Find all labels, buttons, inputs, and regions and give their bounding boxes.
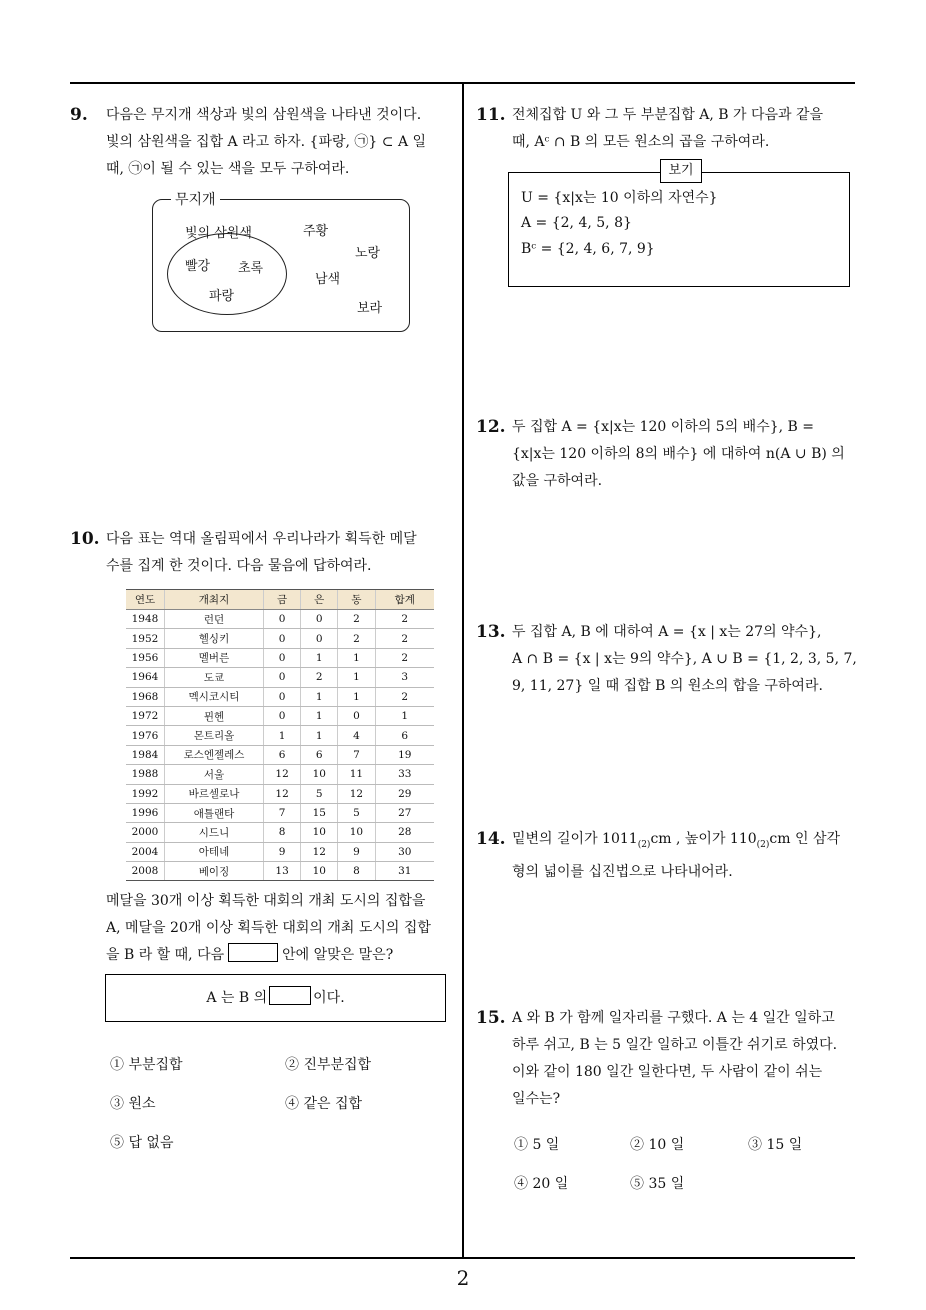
question-text-line bbox=[512, 826, 861, 859]
table-cell: 1972 bbox=[126, 706, 165, 725]
table-cell: 29 bbox=[375, 784, 434, 803]
question-text-line: 때, ㉠이 될 수 있는 색을 모두 구하여라. bbox=[106, 161, 350, 177]
table-cell: 1968 bbox=[126, 687, 165, 706]
table-row bbox=[126, 862, 434, 881]
table-cell: 0 bbox=[264, 668, 301, 687]
question-text-line: 때, Aᶜ ∩ B 의 모든 원소의 곱을 구하여라. bbox=[512, 134, 770, 150]
column-header: 합계 bbox=[375, 590, 434, 610]
table-cell: 31 bbox=[375, 862, 434, 881]
table-cell: 1 bbox=[264, 726, 301, 745]
choice-1[interactable]: ① 5 일 bbox=[514, 1137, 560, 1153]
page-number: 2 bbox=[456, 1266, 470, 1290]
table-cell: 베이징 bbox=[165, 862, 264, 881]
table-header-row bbox=[126, 590, 434, 610]
table-row bbox=[126, 745, 434, 764]
table-cell: 2 bbox=[375, 648, 434, 667]
table-cell: 12 bbox=[264, 784, 301, 803]
table-cell: 12 bbox=[338, 784, 375, 803]
table-cell: 10 bbox=[301, 862, 338, 881]
column-header: 개최지 bbox=[165, 590, 264, 610]
question-text-line: 다음은 무지개 색상과 빛의 삼원색을 나타낸 것이다. bbox=[106, 107, 422, 123]
table-row bbox=[126, 842, 434, 861]
table-row bbox=[126, 803, 434, 822]
table-cell: 10 bbox=[338, 823, 375, 842]
venn-element: 파랑 bbox=[209, 289, 235, 304]
question-text-line: 빛의 삼원색을 집합 A 라고 하자. {파랑, ㉠} ⊂ A 일 bbox=[106, 134, 427, 150]
bogi-label: 보기 bbox=[660, 159, 702, 183]
statement-left: A 는 B 의 bbox=[206, 990, 268, 1006]
table-cell: 도쿄 bbox=[165, 668, 264, 687]
table-cell: 0 bbox=[301, 610, 338, 629]
table-cell: 7 bbox=[264, 803, 301, 822]
question-text-line: 하루 쉬고, B 는 5 일간 일하고 이틀간 쉬기로 하였다. bbox=[512, 1037, 838, 1053]
table-cell: 2008 bbox=[126, 862, 165, 881]
answer-blank bbox=[269, 986, 311, 1005]
rainbow-venn-diagram bbox=[152, 192, 410, 332]
question-15 bbox=[476, 1005, 861, 1113]
table-row bbox=[126, 784, 434, 803]
text-fragment: 을 B 라 할 때, 다음 bbox=[106, 947, 225, 963]
table-cell: 1 bbox=[338, 648, 375, 667]
bogi-line: Bᶜ = {2, 4, 6, 7, 9} bbox=[521, 241, 655, 257]
choice-5[interactable]: ⑤ 35 일 bbox=[630, 1176, 685, 1192]
question-13 bbox=[476, 619, 861, 700]
table-cell: 10 bbox=[301, 765, 338, 784]
question-text-line: 이와 같이 180 일간 일한다면, 두 사람이 같이 쉬는 bbox=[512, 1064, 823, 1080]
table-row bbox=[126, 668, 434, 687]
table-cell: 0 bbox=[264, 687, 301, 706]
choice-3[interactable]: ③ 원소 bbox=[110, 1096, 156, 1112]
table-cell: 런던 bbox=[165, 610, 264, 629]
table-cell: 15 bbox=[301, 803, 338, 822]
table-cell: 0 bbox=[301, 629, 338, 648]
table-cell: 1 bbox=[301, 706, 338, 725]
venn-element: 노랑 bbox=[355, 246, 381, 261]
question-10 bbox=[70, 526, 460, 580]
table-cell: 8 bbox=[338, 862, 375, 881]
bogi-line: U = {x|x는 10 이하의 자연수} bbox=[521, 190, 718, 206]
table-cell: 12 bbox=[301, 842, 338, 861]
table-cell: 멕시코시티 bbox=[165, 687, 264, 706]
table-cell: 2 bbox=[338, 629, 375, 648]
table-row bbox=[126, 823, 434, 842]
table-cell: 1 bbox=[301, 648, 338, 667]
statement-right: 이다. bbox=[313, 990, 345, 1006]
table-cell: 0 bbox=[264, 706, 301, 725]
venn-title: 무지개 bbox=[171, 189, 220, 209]
table-cell: 1952 bbox=[126, 629, 165, 648]
table-cell: 바르셀로나 bbox=[165, 784, 264, 803]
question-14 bbox=[476, 826, 861, 886]
table-cell: 6 bbox=[301, 745, 338, 764]
question-text-line: 값을 구하여라. bbox=[512, 473, 603, 489]
text-fragment: 밑변의 길이가 1011 bbox=[512, 831, 638, 847]
table-cell: 9 bbox=[264, 842, 301, 861]
choice-4[interactable]: ④ 같은 집합 bbox=[285, 1096, 362, 1112]
table-cell: 4 bbox=[338, 726, 375, 745]
column-header: 연도 bbox=[126, 590, 165, 610]
question-number: 15. bbox=[476, 1008, 506, 1028]
choice-2[interactable]: ② 진부분집합 bbox=[285, 1057, 372, 1073]
choice-3[interactable]: ③ 15 일 bbox=[748, 1137, 803, 1153]
question-text-line: 전체집합 U 와 그 두 부분집합 A, B 가 다음과 같을 bbox=[512, 107, 824, 123]
question-number: 12. bbox=[476, 417, 506, 437]
choice-4[interactable]: ④ 20 일 bbox=[514, 1176, 569, 1192]
question-number: 13. bbox=[476, 622, 506, 642]
table-cell: 시드니 bbox=[165, 823, 264, 842]
table-cell: 6 bbox=[264, 745, 301, 764]
table-cell: 1996 bbox=[126, 803, 165, 822]
venn-element: 보라 bbox=[357, 301, 383, 316]
table-cell: 2 bbox=[338, 610, 375, 629]
table-cell: 1 bbox=[338, 687, 375, 706]
table-row bbox=[126, 610, 434, 629]
table-cell: 1 bbox=[301, 726, 338, 745]
column-divider bbox=[462, 82, 464, 1259]
table-cell: 1 bbox=[338, 668, 375, 687]
question-number: 11. bbox=[476, 105, 506, 125]
question-text-line: 형의 넓이를 십진법으로 나타내어라. bbox=[512, 863, 733, 880]
table-cell: 1 bbox=[301, 687, 338, 706]
column-header: 동 bbox=[338, 590, 375, 610]
question-9 bbox=[70, 102, 460, 183]
question-text-line bbox=[106, 942, 460, 969]
table-cell: 2 bbox=[375, 687, 434, 706]
statement-box bbox=[105, 974, 446, 1022]
question-10-followup bbox=[70, 888, 460, 969]
table-cell: 2 bbox=[301, 668, 338, 687]
table-cell: 12 bbox=[264, 765, 301, 784]
table-cell: 헬싱키 bbox=[165, 629, 264, 648]
question-text-line: 두 집합 A = {x|x는 120 이하의 5의 배수}, B = bbox=[512, 419, 815, 435]
text-fragment: cm , 높이가 110 bbox=[650, 831, 757, 847]
table-cell: 1984 bbox=[126, 745, 165, 764]
question-text-line: {x|x는 120 이하의 8의 배수} 에 대하여 n(A ∪ B) 의 bbox=[512, 446, 845, 462]
venn-element: 빨강 bbox=[185, 259, 211, 274]
question-text-line: 메달을 30개 이상 획득한 대회의 개최 도시의 집합을 bbox=[106, 893, 426, 909]
table-cell: 5 bbox=[338, 803, 375, 822]
table-cell: 0 bbox=[264, 610, 301, 629]
table-cell: 1948 bbox=[126, 610, 165, 629]
column-header: 금 bbox=[264, 590, 301, 610]
table-cell: 1992 bbox=[126, 784, 165, 803]
table-row bbox=[126, 648, 434, 667]
table-cell: 멜버른 bbox=[165, 648, 264, 667]
table-row bbox=[126, 706, 434, 725]
column-header: 은 bbox=[301, 590, 338, 610]
table-cell: 0 bbox=[338, 706, 375, 725]
table-cell: 1956 bbox=[126, 648, 165, 667]
table-cell: 6 bbox=[375, 726, 434, 745]
bogi-box bbox=[508, 172, 850, 287]
table-cell: 28 bbox=[375, 823, 434, 842]
table-cell: 1 bbox=[375, 706, 434, 725]
table-row bbox=[126, 726, 434, 745]
venn-element: 남색 bbox=[315, 272, 341, 287]
medal-table bbox=[126, 589, 434, 881]
table-row bbox=[126, 765, 434, 784]
table-cell: 뮌헨 bbox=[165, 706, 264, 725]
question-text-line: A, 메달을 20개 이상 획득한 대회의 개최 도시의 집합 bbox=[106, 920, 431, 936]
table-cell: 10 bbox=[301, 823, 338, 842]
table-cell: 1964 bbox=[126, 668, 165, 687]
table-cell: 9 bbox=[338, 842, 375, 861]
table-cell: 30 bbox=[375, 842, 434, 861]
question-11 bbox=[476, 102, 861, 156]
table-cell: 7 bbox=[338, 745, 375, 764]
text-fragment: 안에 알맞은 말은? bbox=[282, 947, 394, 963]
table-cell: 2004 bbox=[126, 842, 165, 861]
table-cell: 1976 bbox=[126, 726, 165, 745]
circle-label: 빛의 삼원색 bbox=[185, 226, 252, 241]
table-cell: 몬트리올 bbox=[165, 726, 264, 745]
question-text-line: 다음 표는 역대 올림픽에서 우리나라가 획득한 메달 bbox=[106, 531, 417, 547]
table-cell: 33 bbox=[375, 765, 434, 784]
table-cell: 8 bbox=[264, 823, 301, 842]
base-subscript: (2) bbox=[756, 839, 770, 850]
question-text-line: 9, 11, 27} 일 때 집합 B 의 원소의 합을 구하여라. bbox=[512, 678, 823, 694]
table-cell: 서울 bbox=[165, 765, 264, 784]
table-cell: 27 bbox=[375, 803, 434, 822]
text-fragment: cm 인 삼각 bbox=[769, 831, 840, 847]
question-12 bbox=[476, 414, 861, 495]
question-text-line: 수를 집계 한 것이다. 다음 물음에 답하여라. bbox=[106, 558, 372, 574]
question-text-line: A ∩ B = {x | x는 9의 약수}, A ∪ B = {1, 2, 3, 5, 7, bbox=[512, 651, 857, 667]
table-cell: 2 bbox=[375, 629, 434, 648]
table-cell: 로스엔젤레스 bbox=[165, 745, 264, 764]
table-cell: 아테네 bbox=[165, 842, 264, 861]
question-number: 10. bbox=[70, 529, 100, 549]
question-text-line: A 와 B 가 함께 일자리를 구했다. A 는 4 일간 일하고 bbox=[512, 1010, 835, 1026]
table-cell: 2 bbox=[375, 610, 434, 629]
bottom-rule bbox=[70, 1257, 855, 1259]
question-number: 9. bbox=[70, 105, 88, 125]
table-cell: 19 bbox=[375, 745, 434, 764]
table-cell: 0 bbox=[264, 648, 301, 667]
base-subscript: (2) bbox=[637, 839, 651, 850]
table-cell: 5 bbox=[301, 784, 338, 803]
choice-1[interactable]: ① 부분집합 bbox=[110, 1057, 183, 1073]
table-cell: 애틀랜타 bbox=[165, 803, 264, 822]
table-cell: 0 bbox=[264, 629, 301, 648]
choice-5[interactable]: ⑤ 답 없음 bbox=[110, 1135, 174, 1151]
table-row bbox=[126, 687, 434, 706]
table-cell: 2000 bbox=[126, 823, 165, 842]
question-text-line: 두 집합 A, B 에 대하여 A = {x | x는 27의 약수}, bbox=[512, 624, 822, 640]
question-text-line: 일수는? bbox=[512, 1091, 561, 1107]
table-cell: 13 bbox=[264, 862, 301, 881]
choice-2[interactable]: ② 10 일 bbox=[630, 1137, 685, 1153]
bogi-line: A = {2, 4, 5, 8} bbox=[521, 215, 632, 231]
table-row bbox=[126, 629, 434, 648]
venn-element: 주황 bbox=[303, 224, 329, 239]
question-number: 14. bbox=[476, 829, 506, 849]
venn-element: 초록 bbox=[238, 261, 264, 276]
answer-blank bbox=[228, 943, 278, 962]
table-cell: 3 bbox=[375, 668, 434, 687]
table-cell: 11 bbox=[338, 765, 375, 784]
table-body bbox=[126, 610, 434, 881]
table-cell: 1988 bbox=[126, 765, 165, 784]
